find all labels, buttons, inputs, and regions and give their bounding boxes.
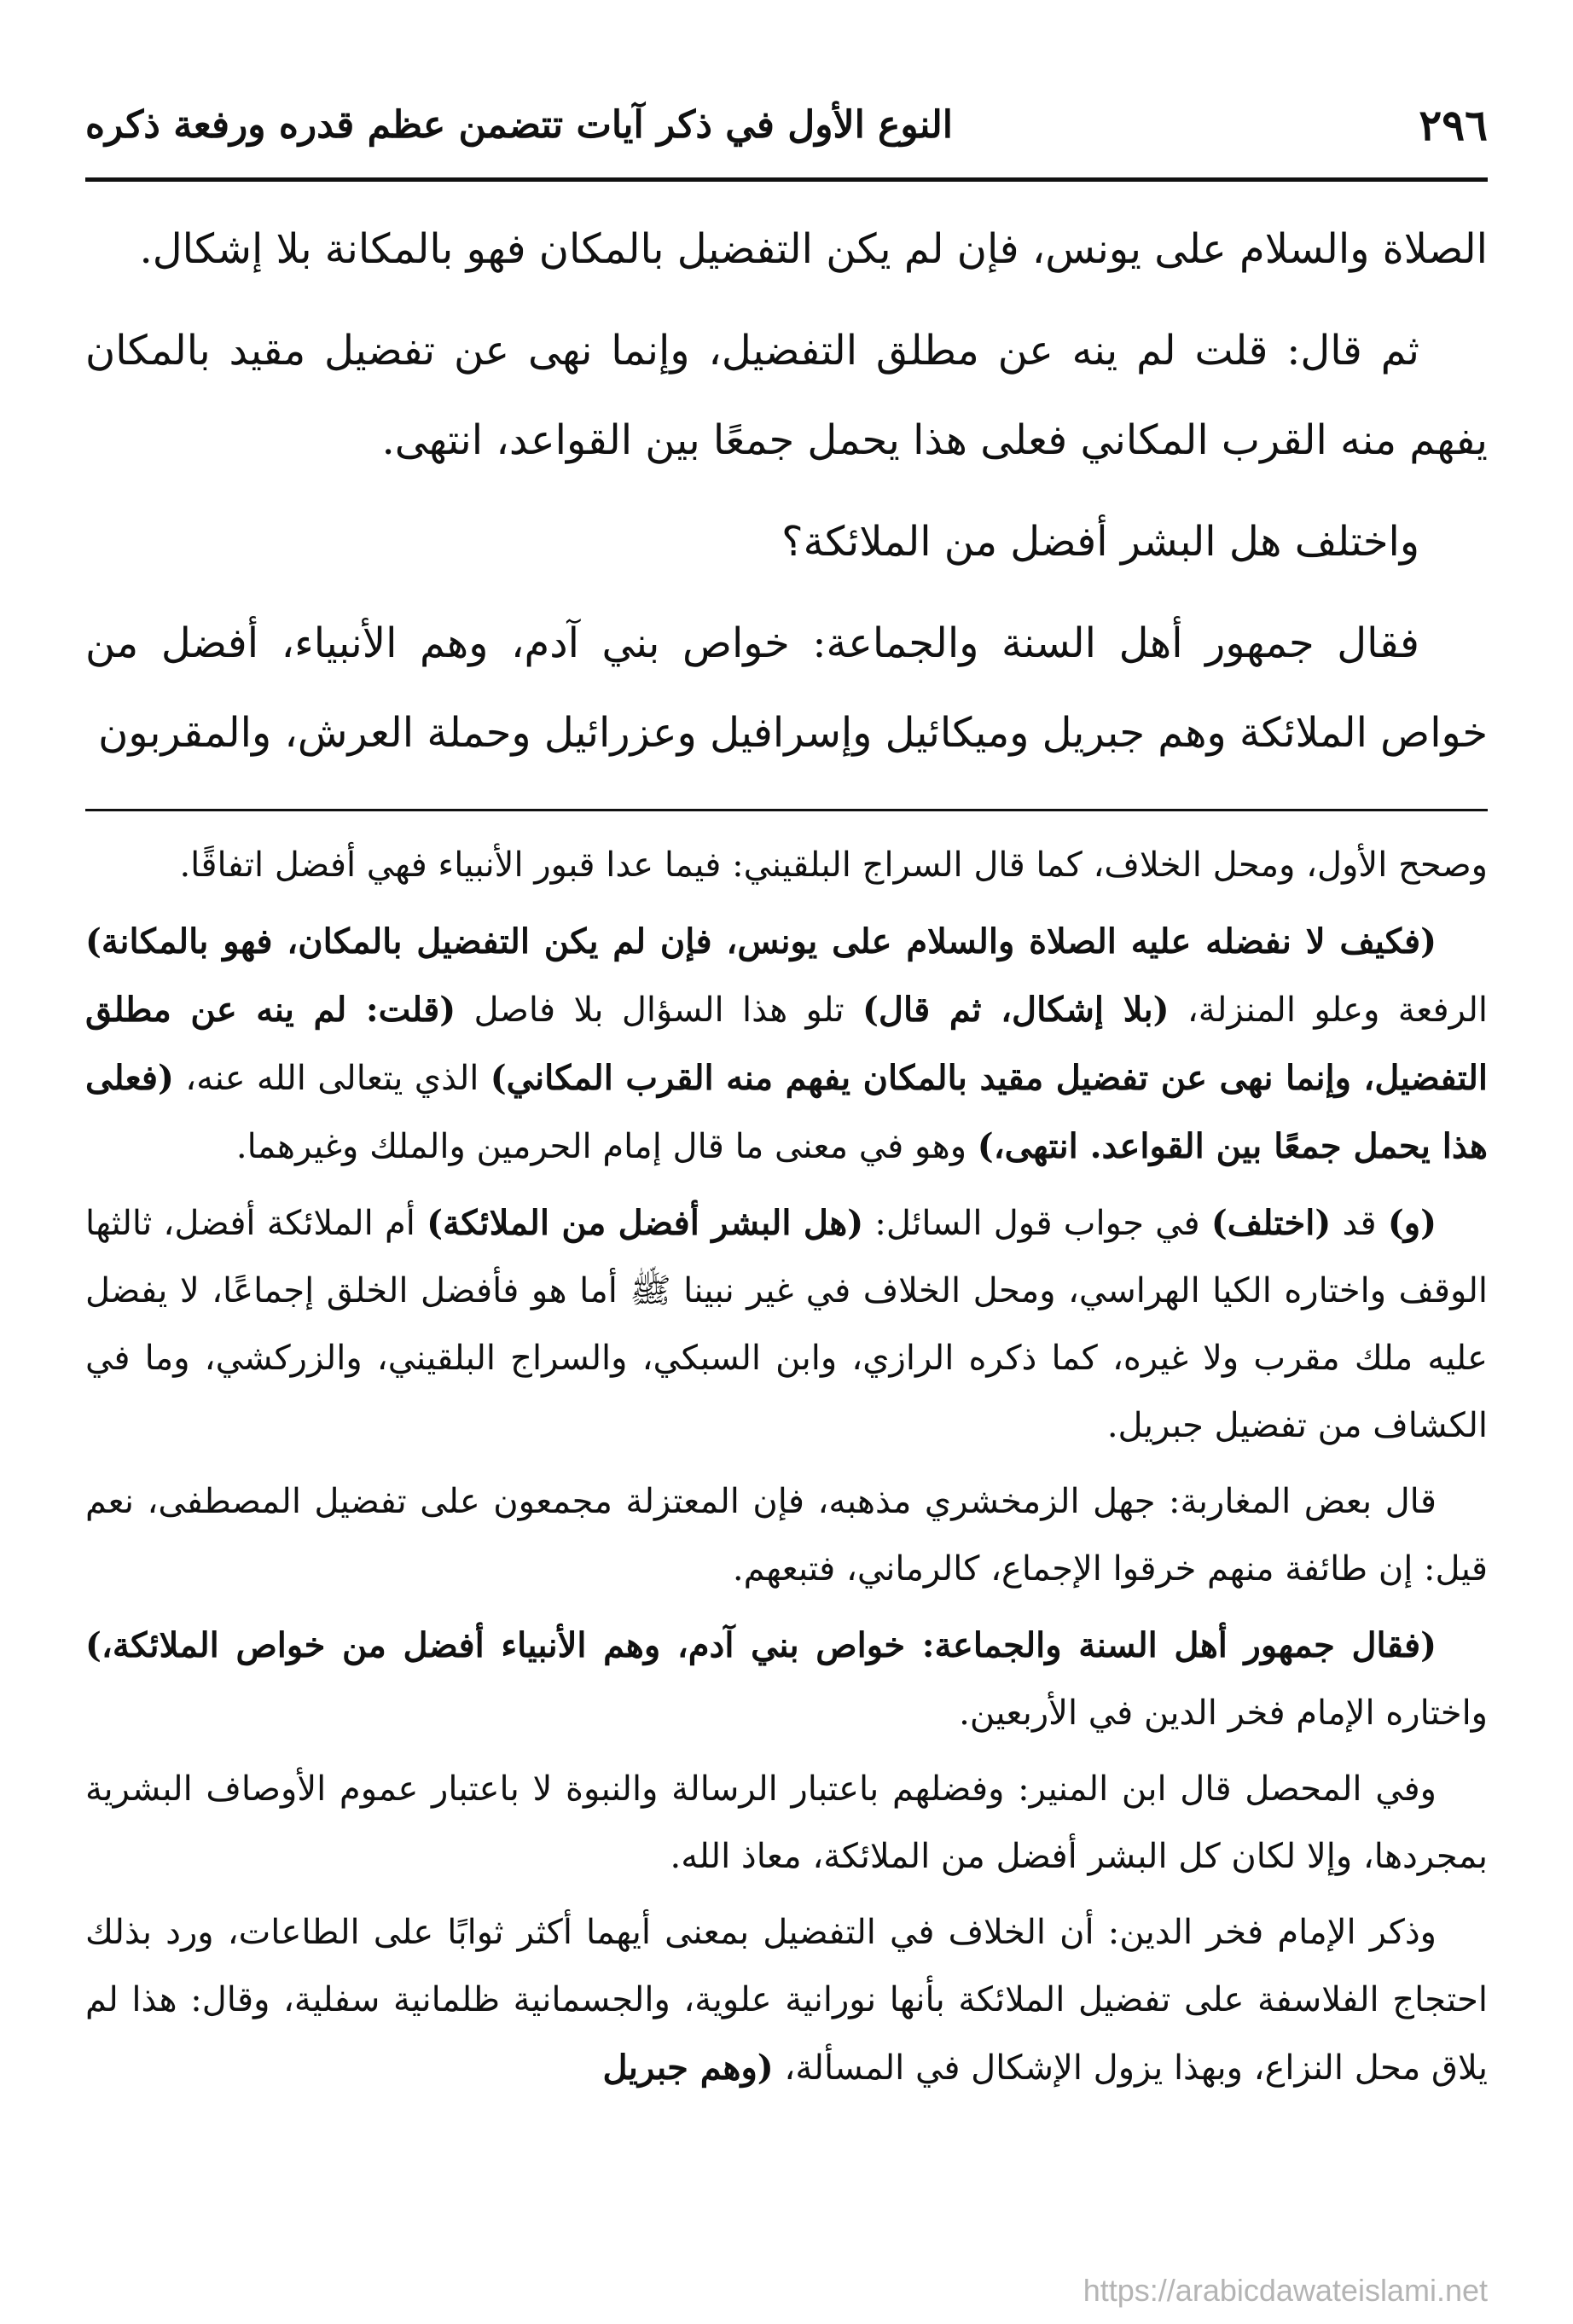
quoted-matn: (اختلف) [1210, 1203, 1332, 1243]
watermark-url: https://arabicdawateislami.net [1083, 2273, 1488, 2308]
main-paragraph: الصلاة والسلام على يونس، فإن لم يكن التفضيل بالمكان فهو بالمكانة بلا إشكال. [139, 225, 1488, 273]
commentary-paragraph: وصحح الأول، ومحل الخلاف، كما قال السراج البلقيني: فيما عدا قبور الأنبياء فهي أفضل اتفاقًا. [179, 845, 1488, 885]
commentary-text: وذكر الإمام فخر الدين: أن الخلاف في التفضيل بمعنى أيهما أكثر ثوابًا على الطاعات، ورد بذلك احتجاج الفلاسفة على تفضيل الملائكة بأنها نورانية علوية، والجسمانية ظلمانية سفلية، وقال: هذا لم يلاق محل النزاع، وبهذا يزول الإشكال في المسألة، [85, 1913, 1488, 2088]
main-paragraph: فقال جمهور أهل السنة والجماعة: خواص بني آدم، وهم الأنبياء، أفضل من خواص الملائكة وهم جبريل وميكائيل وإسرافيل وعزرائيل وحملة العرش، والمقربون [85, 619, 1488, 757]
commentary-text: وهو في معنى ما قال إمام الحرمين والملك وغيرهما. [235, 1127, 978, 1166]
commentary-paragraph [85, 1189, 1488, 1460]
commentary-text: الرفعة وعلو المنزلة، [1169, 991, 1488, 1030]
page-number: ٢٩٦ [1419, 99, 1488, 150]
commentary-text: واختاره الإمام فخر الدين في الأربعين. [959, 1694, 1488, 1733]
quoted-matn: (و) [1387, 1203, 1437, 1243]
commentary-text: في جواب قول السائل: [863, 1204, 1211, 1243]
commentary-text: تلو هذا السؤال بلا فاصل [456, 991, 862, 1030]
commentary-paragraph: قال بعض المغاربة: جهل الزمخشري مذهبه، فإن المعتزلة مجمعون على تفضيل المصطفى، نعم قيل: إن طائفة منهم خرقوا الإجماع، كالرماني، فتبعهم. [85, 1482, 1488, 1589]
commentary-text: الذي يتعالى الله عنه، [173, 1059, 490, 1098]
quoted-matn: (وهم جبريل [602, 2048, 774, 2088]
page-header [85, 82, 1488, 167]
header-rule [85, 177, 1488, 182]
main-text [85, 205, 1488, 790]
quoted-matn: (فكيف لا نفضله عليه الصلاة والسلام على يونس، فإن لم يكن التفضيل بالمكان، فهو بالمكانة) [85, 921, 1437, 962]
quoted-matn: (بلا إشكال، ثم قال) [862, 990, 1170, 1030]
commentary-text: قد [1331, 1204, 1388, 1243]
quoted-matn: (فقال جمهور أهل السنة والجماعة: خواص بني آدم، وهم الأنبياء أفضل من خواص الملائكة،) [85, 1625, 1437, 1665]
quoted-matn: (هل البشر أفضل من الملائكة) [427, 1203, 864, 1243]
commentary-text: أم الملائكة أفضل، ثالثها الوقف واختاره الكيا الهراسي، ومحل الخلاف في غير نبينا ﷺ أما هو فأفضل الخلق إجماعًا، لا يفضل عليه ملك مقرب ولا غيره، كما ذكره الرازي، وابن السبكي، والسراج البلقيني، والزركشي، وما في الكشاف من تفضيل جبريل. [85, 1204, 1488, 1445]
main-paragraph: ثم قال: قلت لم ينه عن مطلق التفضيل، وإنما نهى عن تفضيل مقيد بالمكان يفهم منه القرب المكاني فعلى هذا يحمل جمعًا بين القواعد، انتهى. [85, 327, 1488, 464]
commentary-divider [85, 809, 1488, 811]
commentary-paragraph: وفي المحصل قال ابن المنير: وفضلهم باعتبار الرسالة والنبوة لا باعتبار عموم الأوصاف البشرية بمجردها، وإلا لكان كل البشر أفضل من الملائكة، معاذ الله. [85, 1769, 1488, 1876]
commentary [85, 832, 1488, 2111]
commentary-paragraph [85, 1899, 1488, 2102]
quoted-matn: (فعلى هذا يحمل جمعًا بين القواعد. انتهى،) [85, 1058, 1488, 1166]
main-paragraph: واختلف هل البشر أفضل من الملائكة؟ [781, 518, 1419, 566]
quoted-matn: (قلت: لم ينه عن مطلق التفضيل، وإنما نهى عن تفضيل مقيد بالمكان يفهم منه القرب المكاني) [85, 990, 1488, 1098]
commentary-paragraph [85, 908, 1488, 1181]
commentary-paragraph [85, 1612, 1488, 1747]
running-title: النوع الأول في ذكر آيات تتضمن عظم قدره ورفعة ذكره [85, 102, 954, 147]
